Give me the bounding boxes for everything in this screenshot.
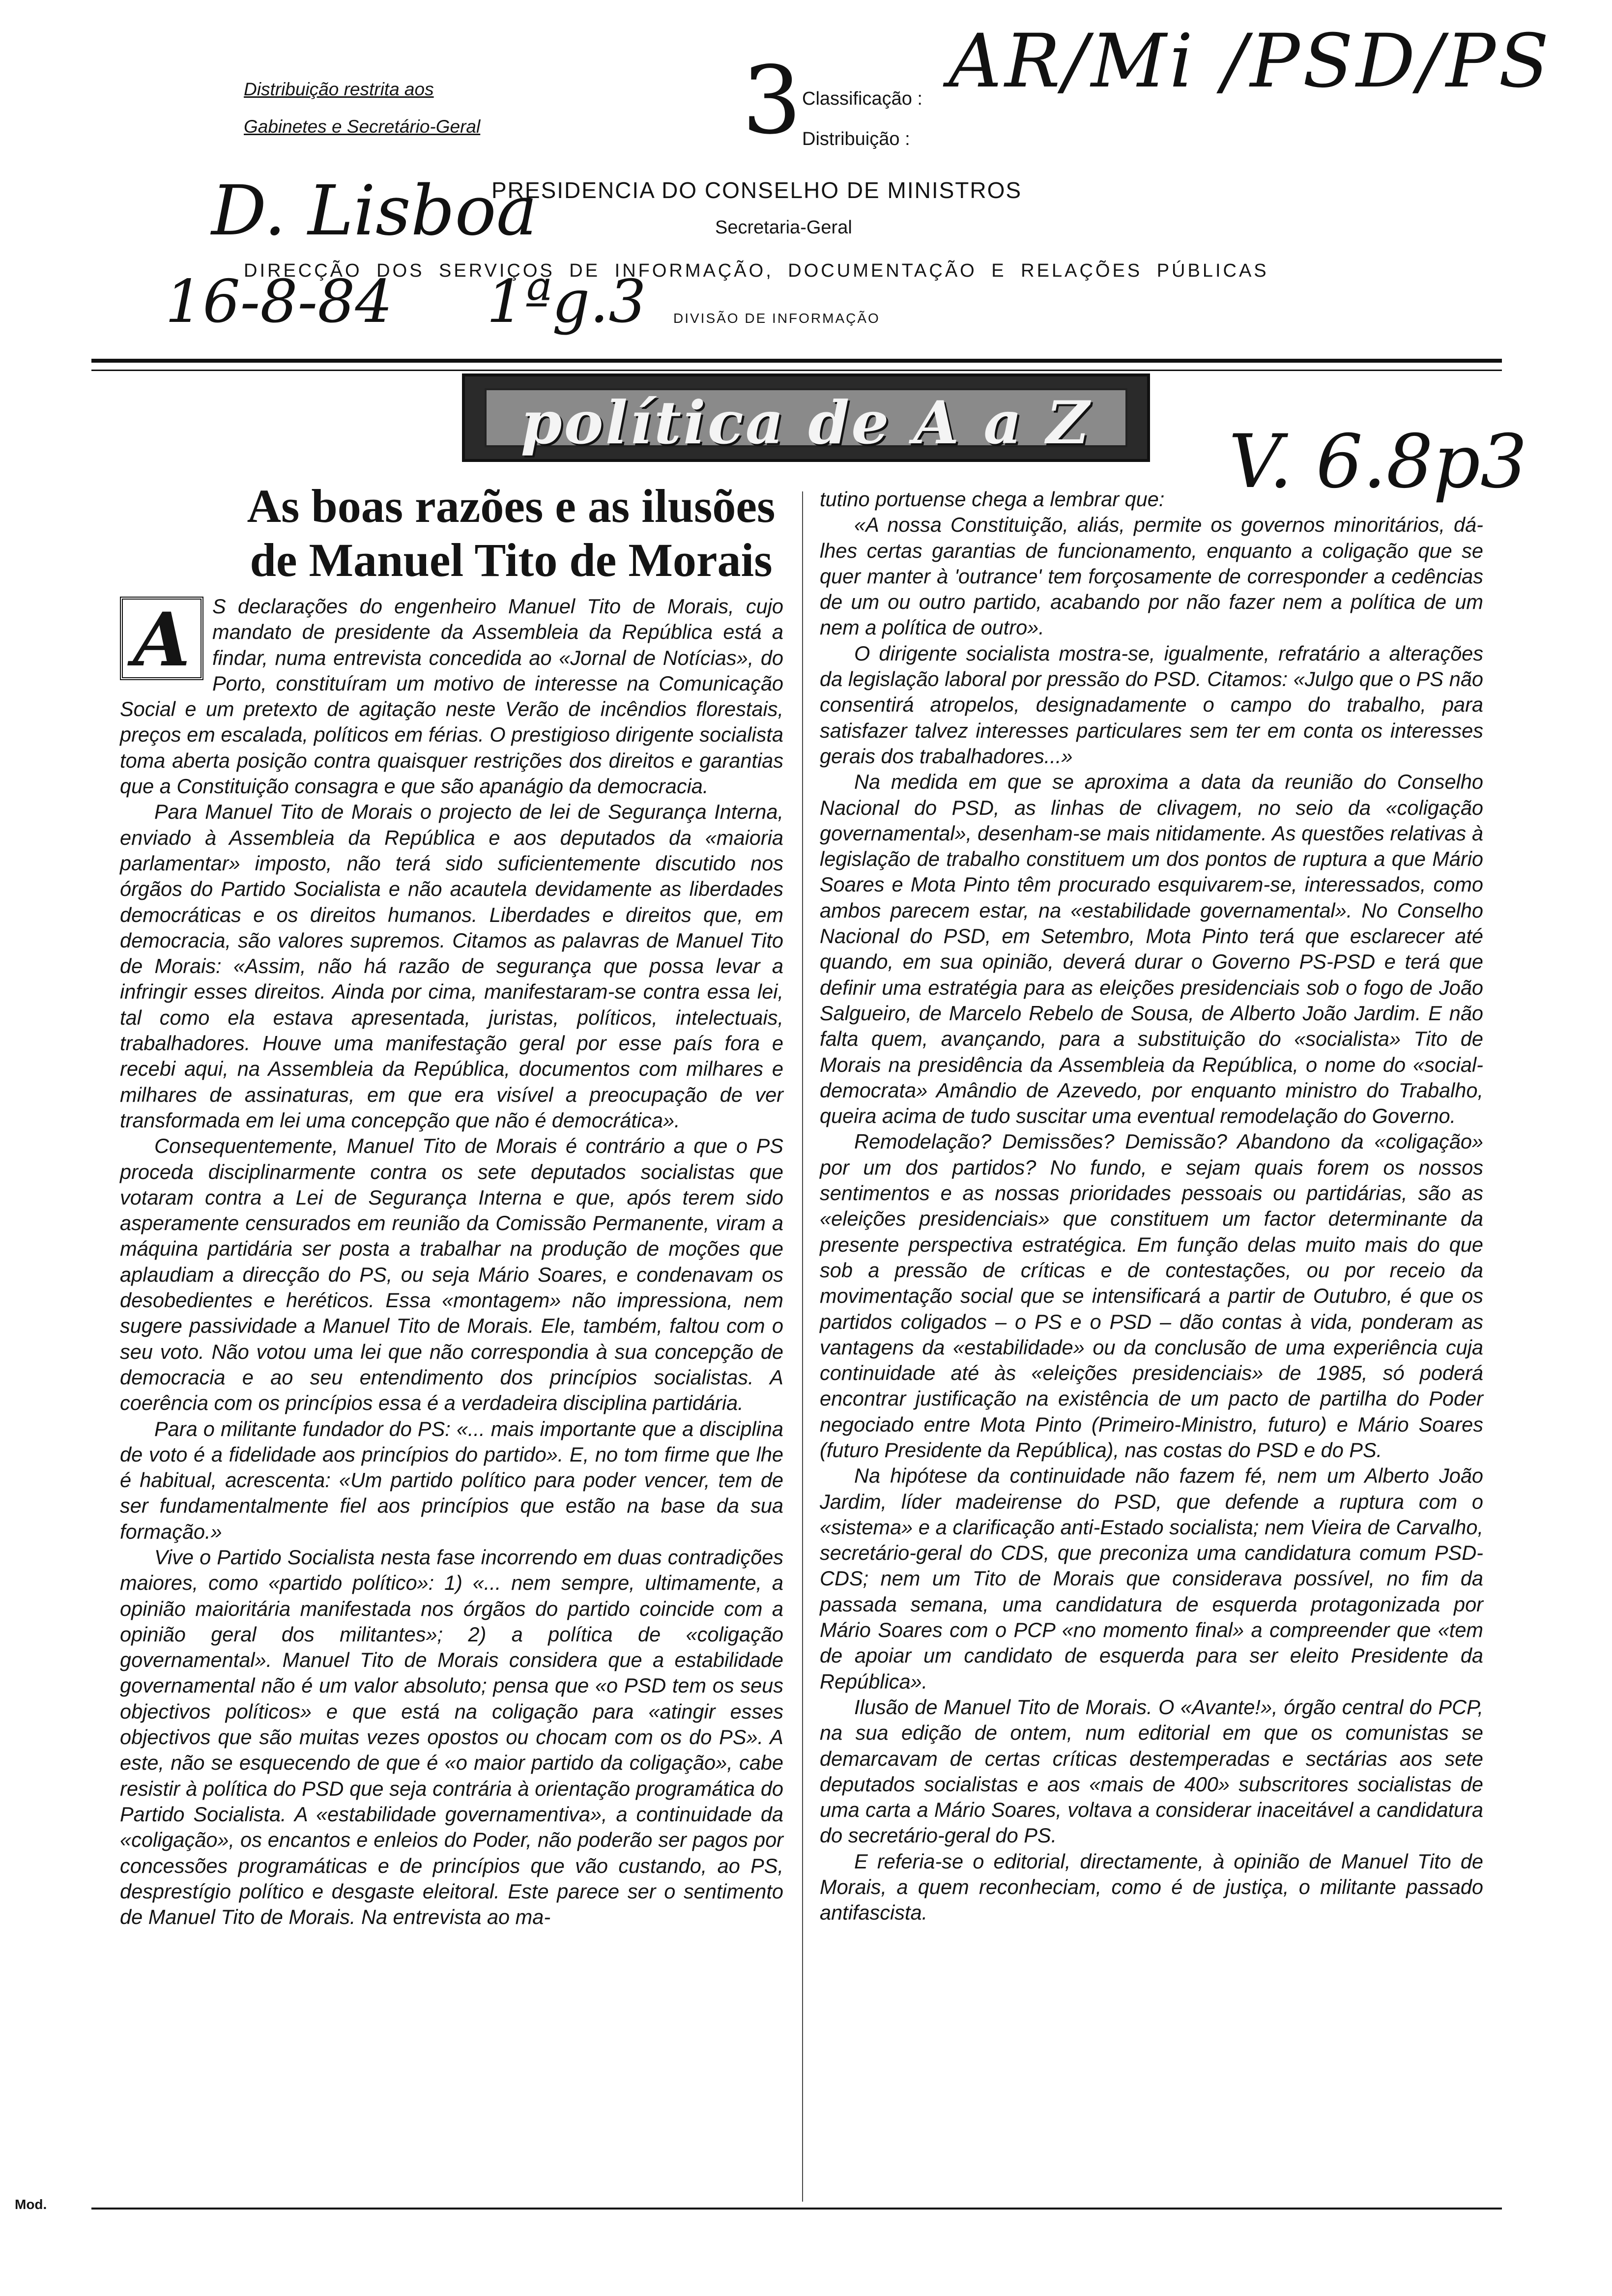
column-divider	[802, 491, 803, 2202]
paragraph: Consequentemente, Manuel Tito de Morais é contrário a que o PS proceda disciplinarmente contra os sete deputados socialistas que votaram contra a Lei de Segurança Interna e que, após terem sido asperamente censurados em reunião da Comissão Permanente, viram a máquina partidária ser posta a trabalhar na produção de moções que aplaudiam a direcção do PS, ou seja Mário Soares, e condenavam os desobedientes e heréticos. Essa «montagem» não impressiona, nem sugere passividade a Manuel Tito de Morais. Ele, também, faltou com o seu voto. Não votou uma lei que não correspondia à sua concepção de democracia e ao seu entendimento dos princípios socialistas. A coerência com os princípios essa é a verdadeira disciplina partidária.	[120, 1134, 783, 1415]
bottom-rule	[91, 2208, 1502, 2210]
dropcap: A	[120, 597, 203, 680]
handwritten-page-ref: V. 6.8p3	[1229, 419, 1527, 505]
directorate: DIRECÇÃO DOS SERVIÇOS DE INFORMAÇÃO, DOCUMENTAÇÃO E RELAÇÕES PÚBLICAS	[244, 260, 1269, 281]
paragraph: Para Manuel Tito de Morais o projecto de lei de Segurança Interna, enviado à Assembleia da República e aos deputados da «maioria parlamentar» imposto, não terá sido suficientemente discutido nos órgãos do Partido Socialista e não acautela devidamente as liberdades democráticas e os direitos humanos. Liberdades e direitos que, em democracia, são valores supremos. Citamos as palavras de Manuel Tito de Morais: «Assim, não há razão de segurança que possa levar a infringir esses direitos. Ainda por cima, manifestaram-se contra essa lei, tal como ela estava apresentada, juristas, políticos, intelectuais, trabalhadores. Houve uma manifestação geral por esse país fora e recebi aqui, na Assembleia da República, documentos com milhares e milhares de assinaturas, em que era visível a preocupação de ver transformada em lei uma concepção que não é democrática».	[120, 800, 783, 1132]
restricted-line-1: Distribuição restrita aos	[244, 79, 434, 99]
left-column	[120, 594, 783, 2166]
paragraph: Remodelação? Demissões? Demissão? Abandono da «coligação» por um dos partidos? No fundo, e sejam quais forem os nossos sentimentos e as nossas prioridades pessoais ou partidárias, são as «eleições presidenciais» que constituem um factor determinante da presente perspectiva estratégica. Em função delas muito mais do que sob a pressão de críticas e de contestações, ou por receio da movimentação social que se intensificará a partir de Outubro, é que os partidos coligados – o PS e o PSD – dão contas à vida, ponderam as vantagens da «estabilidade» ou da conclusão de uma experiência cuja continuidade até às «eleições presidenciais» de 1985, só poderá encontrar justificação na existência de um pacto de partilha do Poder negociado entre Mota Pinto (Primeiro-Ministro, futuro) e Mário Soares (futuro Presidente da República), nas costas do PSD e do PS.	[820, 1130, 1483, 1462]
copy-number: 3	[742, 46, 802, 155]
secretariat: Secretaria-Geral	[715, 217, 852, 238]
paragraph: «A nossa Constituição, aliás, permite os governos minoritários, dá-lhes certas garantias de funcionamento, enquanto a coligação que se quer manter à 'outrance' tem forçosamente de corresponder a cedências de um ou outro partido, acabando por não fazer nem a política de um nem a política de outro».	[820, 513, 1483, 639]
top-rule-thick	[91, 359, 1502, 363]
paragraph: S declarações do engenheiro Manuel Tito de Morais, cujo mandato de presidente da Assembleia da República está a findar, numa entrevista concedida ao «Jornal de Notícias», do Porto, constituíram um motivo de interesse na Comunicação Social e um pretexto de agitação neste Verão de incêndios florestais, preços em escalada, políticos em férias. O prestigioso dirigente socialista toma aberta posição contra quaisquer restrições dos direitos e garantias que a Constituição consagra e que são apanágio da democracia.	[120, 595, 783, 798]
article-title-line-2: de Manuel Tito de Morais	[250, 534, 773, 586]
paragraph: Na medida em que se aproxima a data da reunião do Conselho Nacional do PSD, as linhas de clivagem, no seio da «coligação governamental», desenham-se mais nitidamente. As questões relativas à legislação de trabalho constituem um dos pontos de ruptura a que Mário Soares e Mota Pinto têm procurado esquivarem-se, interessados, como ambos parecem estar, na «estabilidade governamental». No Conselho Nacional do PSD, em Setembro, Mota Pinto terá que esclarecer até quando, em sua opinião, deverá durar o Governo PS-PSD e terá que definir uma estratégia para as eleições presidenciais sob o fogo de João Salgueiro, de Marcelo Rebelo de Sousa, de Alberto João Jardim. E não falta quem, avançando, para a substituição do «socialista» Tito de Morais na presidência da Assembleia da República, o nome do «social-democrata» Amândio de Azevedo, por enquanto ministro do Trabalho, queira acima de tudo suscitar uma eventual remodelação do Governo.	[820, 770, 1483, 1128]
handwritten-ref: 1ªg.3	[487, 268, 646, 336]
article-title-line-1: As boas razões e as ilusões	[247, 480, 776, 532]
paragraph: Para o militante fundador do PS: «... mais importante que a disciplina de voto é a fidelidade aos princípios do partido». E, no tom firme que lhe é habitual, acrescenta: «Um partido político para poder vencer, tem de ser fundamentalmente fiel aos princípios que estão na base da sua formação.»	[120, 1417, 783, 1543]
paragraph: Vive o Partido Socialista nesta fase incorrendo em duas contradições maiores, como «partido político»: 1) «... nem sempre, ultimamente, a opinião maioritária manifestada nos órgãos do partido coincide com a opinião geral dos militantes»; 2) a política de «coligação governamental». Manuel Tito de Morais considera que a estabilidade governamental não é um valor absoluto; pensa que «o PSD tem os seus objectivos políticos» e que está na coligação para «atingir esses objectivos que são muitas vezes opostos ou chocam com os do PS». A este, não se esquecendo de que é «o maior partido da coligação», cabe resistir à política do PSD que seja contrária à orientação programática do Partido Socialista. A «estabilidade governamentiva», a continuidade da «coligação», os encantos e enleios do Poder, não poderão ser pagos por concessões programáticas e de princípios que vão custando, ao PS, desprestígio político e desgaste eleitoral. Este parece ser o sentimento de Manuel Tito de Morais. Na entrevista ao ma-	[120, 1545, 783, 1929]
presidency-title: PRESIDENCIA DO CONSELHO DE MINISTROS	[491, 177, 1022, 203]
article-title	[206, 479, 816, 587]
division: DIVISÃO DE INFORMAÇÃO	[673, 311, 880, 326]
form-model-label: Mod.	[15, 2197, 47, 2212]
classification-handwritten: AR/Mi /PSD/PS	[949, 19, 1552, 104]
paragraph: E referia-se o editorial, directamente, à opinião de Manuel Tito de Morais, a quem reconheciam, como é de justiça, o militante passado antifascista.	[820, 1849, 1483, 1924]
section-banner-inner	[485, 388, 1127, 458]
handwritten-source: D. Lisboa	[211, 171, 538, 251]
distribution-label: Distribuição :	[802, 129, 910, 149]
top-rule-thin	[91, 370, 1502, 371]
classification-label: Classificação :	[802, 88, 922, 109]
paragraph: tutino portuense chega a lembrar que:	[820, 488, 1165, 511]
paragraph: Na hipótese da continuidade não fazem fé, nem um Alberto João Jardim, líder madeirense do PSD, que defende a ruptura com o «sistema» e a clarificação anti-Estado socialista; nem Vieira de Carvalho, secretário-geral do CDS, que preconiza uma candidatura comum PSD-CDS; nem um Tito de Morais que considerava possível, no fim da passada semana, uma candidatura de esquerda protagonizada por Mário Soares com o PCP «no momento final» a compreender que «tem de apoiar um candidato de esquerda para ser eleito Presidente da República».	[820, 1464, 1483, 1693]
section-banner	[462, 373, 1150, 462]
paragraph: O dirigente socialista mostra-se, igualmente, refratário a alterações da legislação laboral por pressão do PSD. Citamos: «Julgo que o PS não consentirá atropelos, designadamente o campo do trabalho, para satisfazer talvez interesses particulares sem ter em conta os interesses gerais dos trabalhadores...»	[820, 641, 1483, 768]
right-column	[820, 487, 1483, 2177]
section-banner-text: política de A a Z	[520, 388, 1092, 458]
restricted-line-2: Gabinetes e Secretário-Geral	[244, 116, 481, 137]
handwritten-date: 16-8-84	[165, 268, 393, 336]
paragraph: Ilusão de Manuel Tito de Morais. O «Avante!», órgão central do PCP, na sua edição de ontem, num editorial em que os comunistas se demarcavam de certas críticas destemperadas e sectárias aos sete deputados socialistas e aos «mais de 400» subscritores socialistas de uma carta a Mário Soares, voltava a considerar inaceitável a candidatura do secretário-geral do PS.	[820, 1695, 1483, 1847]
